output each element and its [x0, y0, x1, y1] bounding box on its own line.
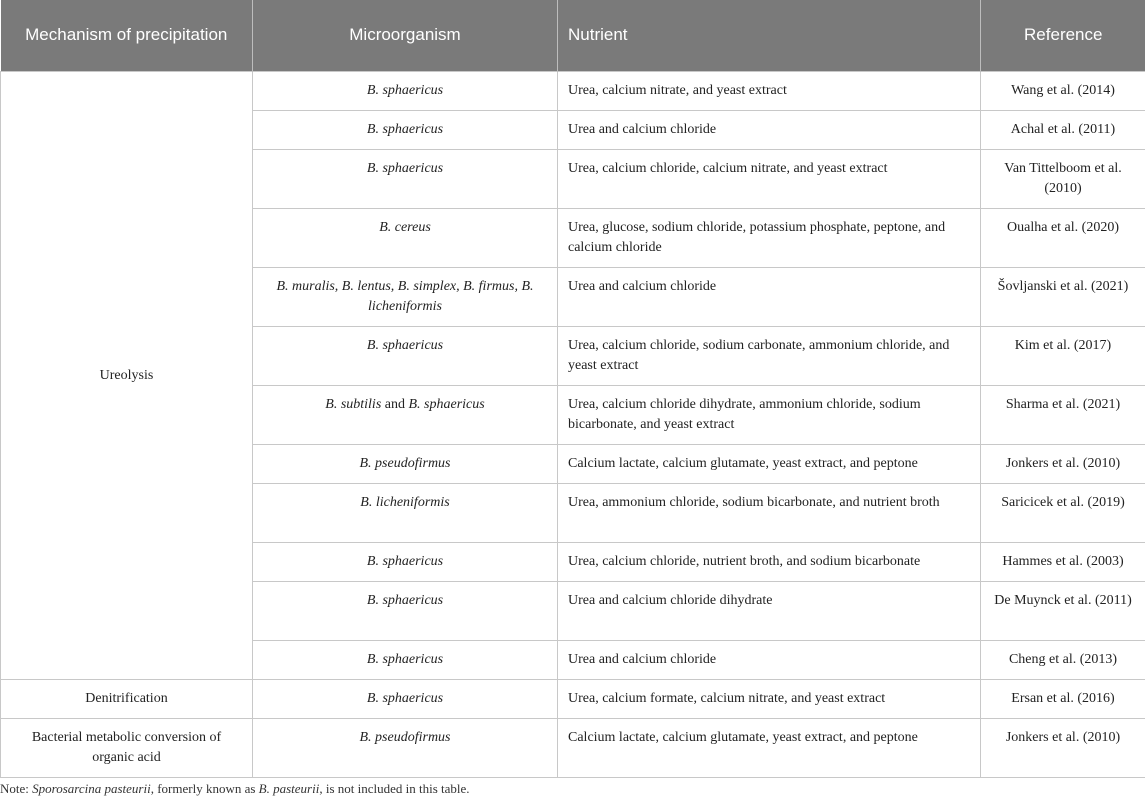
note-prefix: Note:: [0, 781, 33, 796]
organism-name: B. subtilis: [325, 396, 382, 412]
note-suffix: , is not included in this table.: [319, 781, 470, 796]
organism-name: B. sphaericus: [408, 396, 485, 412]
mechanism-cell: Bacterial metabolic conversion of organic acid: [1, 718, 253, 777]
reference-cell: Jonkers et al. (2010): [981, 444, 1145, 483]
nutrient-cell: Urea, calcium chloride, sodium carbonate, ammonium chloride, and yeast extract: [558, 326, 981, 385]
reference-cell: Sharma et al. (2021): [981, 385, 1145, 444]
reference-cell: Saricicek et al. (2019): [981, 483, 1145, 542]
reference-cell: Achal et al. (2011): [981, 110, 1145, 149]
header-nutrient: Nutrient: [558, 0, 981, 71]
header-microorganism: Microorganism: [253, 0, 558, 71]
microorganism-cell: B. cereus: [253, 208, 558, 267]
reference-cell: Kim et al. (2017): [981, 326, 1145, 385]
note-former-name: B. pasteurii: [258, 781, 320, 796]
reference-cell: Cheng et al. (2013): [981, 640, 1145, 679]
nutrient-cell: Urea, calcium formate, calcium nitrate, and yeast extract: [558, 679, 981, 718]
table-row: [1, 718, 1145, 777]
table-note: [0, 780, 470, 798]
microorganism-cell: B. sphaericus: [253, 149, 558, 208]
note-species: Sporosarcina pasteurii: [32, 781, 151, 796]
microorganism-cell: B. sphaericus: [253, 640, 558, 679]
reference-cell: Hammes et al. (2003): [981, 542, 1145, 581]
nutrient-cell: Urea and calcium chloride: [558, 640, 981, 679]
microorganism-cell: B. sphaericus: [253, 581, 558, 640]
microorganism-cell: B. pseudofirmus: [253, 718, 558, 777]
nutrient-cell: Urea and calcium chloride dihydrate: [558, 581, 981, 640]
mechanism-cell: Ureolysis: [1, 71, 253, 679]
reference-cell: Ersan et al. (2016): [981, 679, 1145, 718]
table-header-row: [1, 0, 1145, 71]
microorganism-cell: B. sphaericus: [253, 326, 558, 385]
note-middle: , formerly known as: [150, 781, 259, 796]
nutrient-cell: Calcium lactate, calcium glutamate, yeast extract, and peptone: [558, 444, 981, 483]
microorganism-cell: B. licheniformis: [253, 483, 558, 542]
organism-conjunction: and: [381, 396, 409, 412]
nutrient-cell: Urea, ammonium chloride, sodium bicarbonate, and nutrient broth: [558, 483, 981, 542]
nutrient-cell: Urea, calcium chloride, calcium nitrate, and yeast extract: [558, 149, 981, 208]
reference-cell: De Muynck et al. (2011): [981, 581, 1145, 640]
header-mechanism: Mechanism of precipitation: [1, 0, 253, 71]
nutrient-cell: Urea, calcium chloride dihydrate, ammonium chloride, sodium bicarbonate, and yeast extract: [558, 385, 981, 444]
microorganism-cell: B. sphaericus: [253, 542, 558, 581]
nutrient-cell: Urea and calcium chloride: [558, 110, 981, 149]
table-row: [1, 679, 1145, 718]
reference-cell: Jonkers et al. (2010): [981, 718, 1145, 777]
nutrient-cell: Urea and calcium chloride: [558, 267, 981, 326]
microorganism-cell: B. sphaericus: [253, 110, 558, 149]
table-row: [1, 71, 1145, 110]
reference-cell: Van Tittelboom et al. (2010): [981, 149, 1145, 208]
reference-cell: Oualha et al. (2020): [981, 208, 1145, 267]
microorganism-cell: B. sphaericus: [253, 71, 558, 110]
header-reference: Reference: [981, 0, 1145, 71]
nutrient-cell: Urea, calcium chloride, nutrient broth, and sodium bicarbonate: [558, 542, 981, 581]
microorganism-cell: B. pseudofirmus: [253, 444, 558, 483]
nutrient-cell: Urea, glucose, sodium chloride, potassium phosphate, peptone, and calcium chloride: [558, 208, 981, 267]
nutrient-cell: Calcium lactate, calcium glutamate, yeast extract, and peptone: [558, 718, 981, 777]
reference-cell: Šovljanski et al. (2021): [981, 267, 1145, 326]
microorganism-cell: [253, 385, 558, 444]
nutrient-cell: Urea, calcium nitrate, and yeast extract: [558, 71, 981, 110]
reference-cell: Wang et al. (2014): [981, 71, 1145, 110]
mechanism-cell: Denitrification: [1, 679, 253, 718]
microorganism-cell: B. sphaericus: [253, 679, 558, 718]
microorganism-cell: B. muralis, B. lentus, B. simplex, B. firmus, B. licheniformis: [253, 267, 558, 326]
